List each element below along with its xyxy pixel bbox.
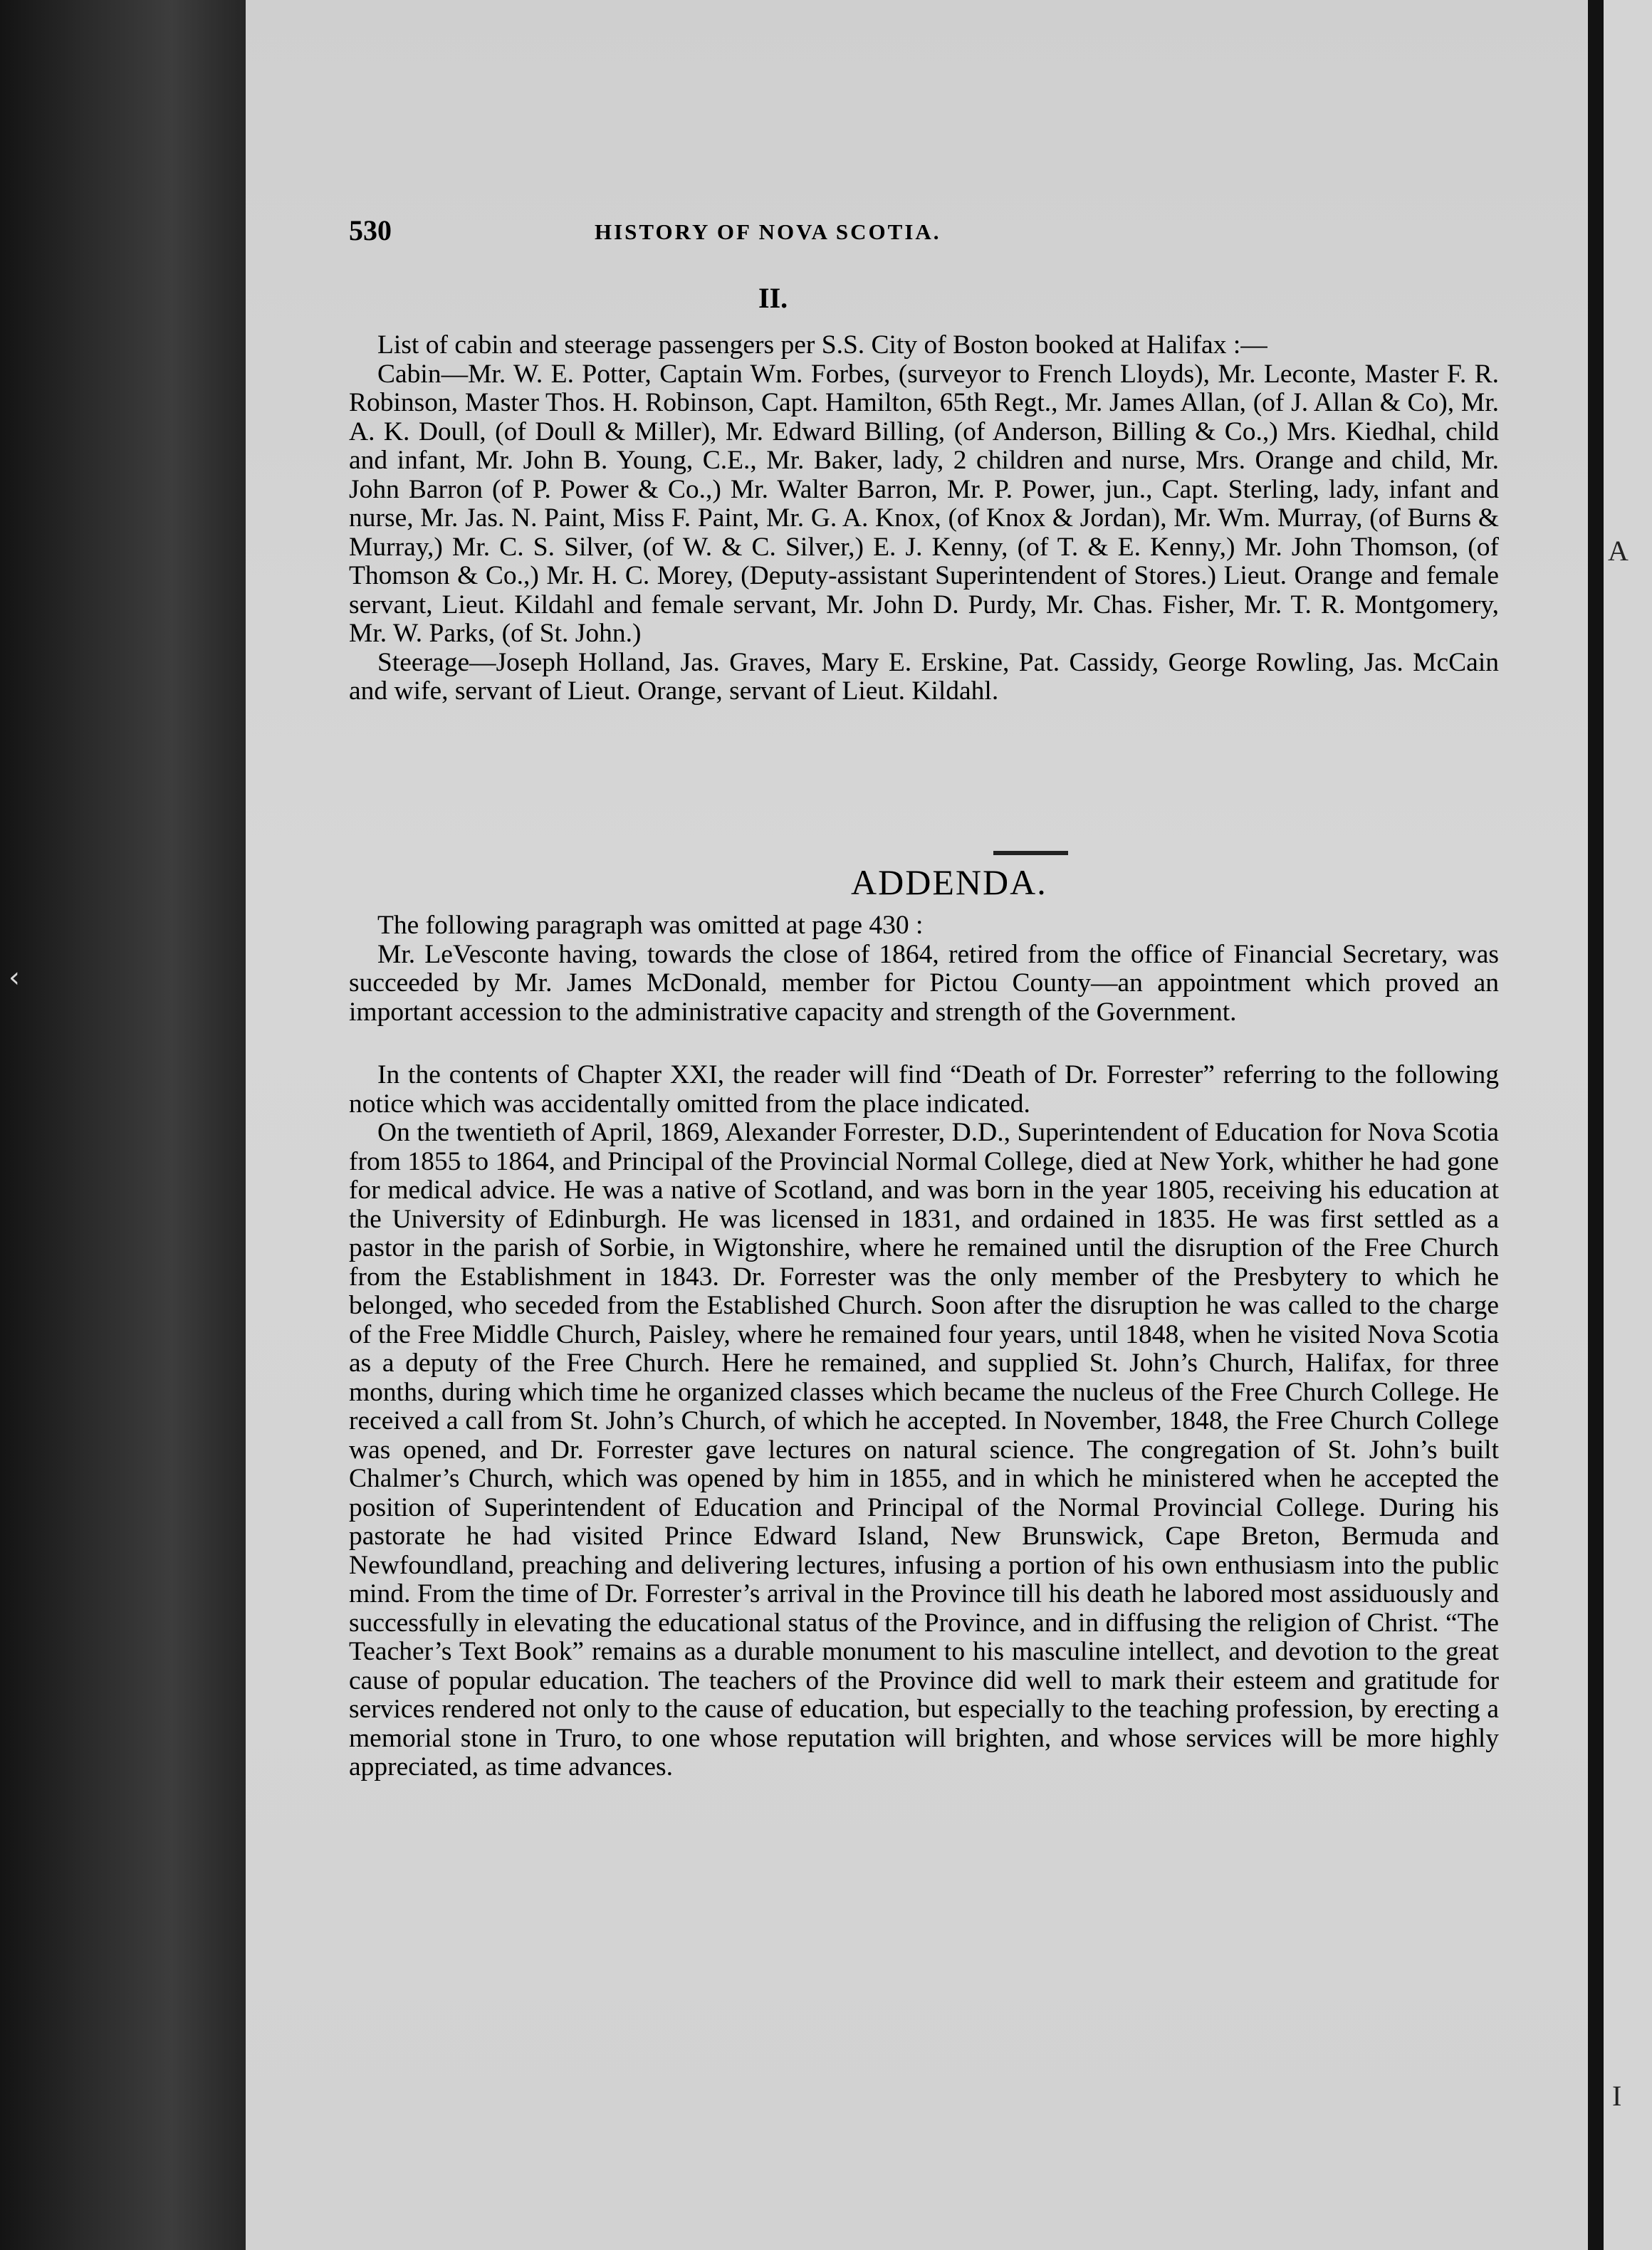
adjacent-page-letter: I [1612,2080,1622,2112]
addenda-intro [349,911,1499,1027]
page-fold [1588,0,1604,2250]
passenger-list-intro: List of cabin and steerage passengers per S.S. City of Boston booked at Halifax :— [377,330,1267,360]
page-header [349,214,1257,256]
section-divider [993,851,1068,855]
forrester-obituary: On the twentieth of April, 1869, Alexander Forrester, D.D., Superintendent of Education for Nova Scotia from 1855 to 1864, and Principal of the Provincial Normal College, died at New York, whither he had gone for medical advice. He was a native of Scotland, and was born in the year 1805, receiving his education at the University of Edinburgh. He was licensed in 1831, and ordained in 1835. He was first settled as a pastor in the parish of Sorbie, in Wigtonshire, where he remained until the disruption of the Free Church from the Establishment in 1843. Dr. Forrester was the only member of the Presbytery to which he belonged, who seceded from the Established Church. Soon after the disruption he was called to the charge of the Free Middle Church, Paisley, where he remained four years, until 1848, when he visited Nova Scotia as a deputy of the Free Church. Here he remained, and supplied St. John’s Church, Halifax, for three months, during which time he organized classes which became the nucleus of the Free Church College. He received a call from St. John’s Church, of which he accepted. In November, 1848, the Free Church College was opened, and Dr. Forrester gave lectures on natural science. The congregation of St. John’s built Chalmer’s Church, which was opened by him in 1855, and in which he ministered when he accepted the position of Superintendent of Education and Principal of the Normal Provincial College. During his pastorate he had visited Prince Edward Island, New Brunswick, Cape Breton, Bermuda and Newfoundland, preaching and delivering lectures, infusing a portion of his own enthusiasm into the public mind. From the time of Dr. Forrester’s arrival in the Province till his death he labored most assiduously and successfully in elevating the educational status of the Province, and in diffusing the religion of Christ. “The Teacher’s Text Book” remains as a durable monument to his masculine intellect, and devotion to the great cause of popular education. The teachers of the Province did well to mark their esteem and gratitude for services rendered not only to the cause of education, but especially to the teaching profession, by erecting a memorial stone in Truro, to one whose reputation will brighten, and whose services will be more highly appreciated, as time advances. [349,1118,1499,1781]
passenger-list [349,331,1499,706]
page-number: 530 [349,214,392,246]
book-spine [0,0,246,2250]
addenda-heading: ADDENDA. [851,862,1047,902]
adjacent-page-edge [1604,0,1652,2250]
omitted-note: The following paragraph was omitted at page 430 : [377,911,924,940]
binding-mark-icon: ‹ [9,961,20,994]
running-title: HISTORY OF NOVA SCOTIA. [595,219,941,244]
forrester-notice [349,1061,1499,1782]
adjacent-page-letter: A [1608,535,1629,567]
levesconte-paragraph: Mr. LeVesconte having, towards the close of 1864, retired from the office of Financial Secretary, was succeeded by Mr. James McDonald, member for Pictou County—an appointment which proved an important accession to the administrative capacity and strength of the Government. [349,939,1499,1027]
steerage-passengers: Steerage—Joseph Holland, Jas. Graves, Mary E. Erskine, Pat. Cassidy, George Rowling, Jas. McCain and wife, servant of Lieut. Orange, servant of Lieut. Kildahl. [349,647,1499,706]
appendix-numeral: II. [758,282,788,314]
cabin-passengers: Cabin—Mr. W. E. Potter, Captain Wm. Forbes, (surveyor to French Lloyds), Mr. Leconte, Master F. R. Robinson, Master Thos. H. Robinson, Capt. Hamilton, 65th Regt., Mr. James Allan, (of J. Allan & Co), Mr. A. K. Doull, (of Doull & Miller), Mr. Edward Billing, (of Anderson, Billing & Co.,) Mrs. Kiedhal, child and infant, Mr. John B. Young, C.E., Mr. Baker, lady, 2 children and nurse, Mrs. Orange and child, Mr. John Barron (of P. Power & Co.,) Mr. Walter Barron, Mr. P. Power, jun., Capt. Sterling, lady, infant and nurse, Mr. Jas. N. Paint, Miss F. Paint, Mr. G. A. Knox, (of Knox & Jordan), Mr. Wm. Murray, (of Burns & Murray,) Mr. C. S. Silver, (of W. & C. Silver,) E. J. Kenny, (of T. & E. Kenny,) Mr. John Thomson, (of Thomson & Co.,) Mr. H. C. Morey, (Deputy-assistant Superintendent of Stores.) Lieut. Orange and female servant, Lieut. Kildahl and female servant, Mr. John D. Purdy, Mr. Chas. Fisher, Mr. T. R. Montgomery, Mr. W. Parks, (of St. John.) [349,359,1499,648]
contents-note: In the contents of Chapter XXI, the reader will find “Death of Dr. Forrester” referring to the following notice which was accidentally omitted from the place indicated. [349,1060,1499,1119]
